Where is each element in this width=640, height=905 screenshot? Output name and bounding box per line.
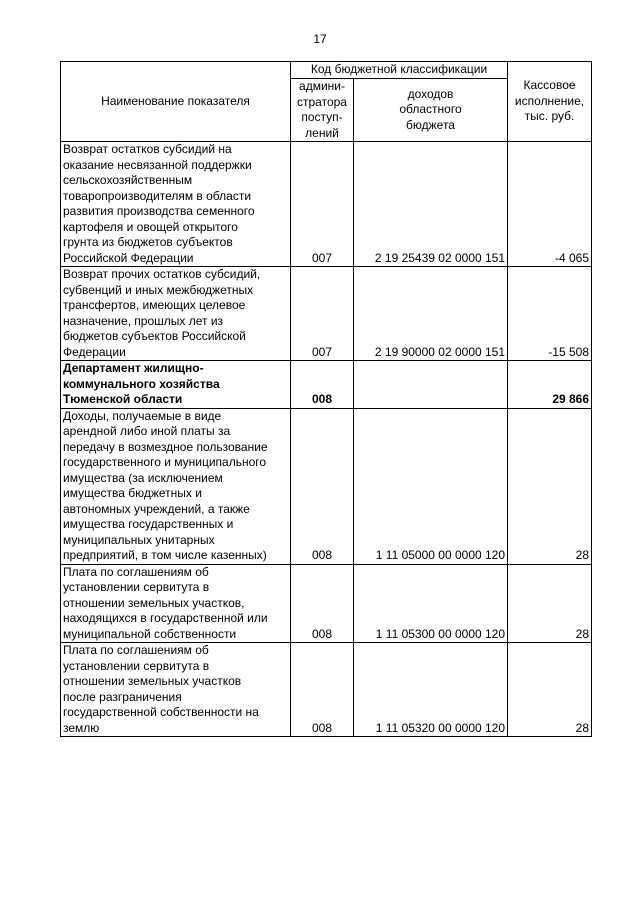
table-row	[61, 564, 592, 643]
indicator-name-line: имущества (за исключением	[63, 470, 223, 485]
indicator-name-line: трансфертов, имеющих целевое	[63, 298, 246, 312]
income-code-cell: 1 11 05320 00 0000 120	[354, 643, 508, 737]
income-code-cell	[354, 361, 508, 409]
table-row	[61, 361, 592, 409]
income-code-cell: 1 11 05000 00 0000 120	[354, 408, 508, 564]
indicator-name-line: находящихся в государственной или	[63, 611, 268, 625]
indicator-name-line: Возврат остатков субсидий на	[63, 142, 232, 156]
admin-code-cell: 008	[291, 564, 354, 643]
indicator-name-line: бюджетов субъектов Российской	[63, 329, 246, 343]
indicator-name-line: Федерации	[63, 344, 126, 359]
header-code-group: Код бюджетной классификации	[291, 62, 508, 79]
indicator-name-line: товаропроизводителям в области	[63, 188, 252, 203]
table-header	[61, 62, 592, 142]
indicator-name-line: землю	[63, 720, 100, 735]
indicator-name-line: предприятий, в том числе казенных)	[63, 548, 267, 562]
indicator-name-line: после разграничения	[63, 689, 182, 704]
indicator-name-line: государственной собственности на	[63, 705, 259, 719]
income-code-cell: 2 19 25439 02 0000 151	[354, 142, 508, 267]
indicator-name-line: Тюменской области	[63, 392, 183, 406]
table-row	[61, 142, 592, 267]
amount-cell: 28	[508, 643, 592, 737]
header-name: Наименование показателя	[61, 62, 291, 142]
indicator-name-line: отношении земельных участков	[63, 674, 242, 688]
indicator-name-line: Плата по соглашениям об	[63, 564, 209, 579]
amount-cell: 28	[508, 564, 592, 643]
table-row	[61, 408, 592, 564]
income-code-cell: 1 11 05300 00 0000 120	[354, 564, 508, 643]
indicator-name-line: установлении сервитута в	[63, 580, 210, 594]
indicator-name-line: развития производства семенного	[63, 204, 255, 218]
table-body	[61, 142, 592, 737]
table-row	[61, 267, 592, 361]
indicator-name-line: грунта из бюджетов субъектов	[63, 235, 233, 249]
amount-cell: 29 866	[508, 361, 592, 409]
indicator-name-line: государственного и муниципального	[63, 455, 267, 469]
admin-code-cell: 008	[291, 643, 354, 737]
budget-table	[60, 61, 592, 737]
admin-code-cell: 008	[291, 408, 354, 564]
indicator-name-line: коммунального хозяйства	[63, 376, 220, 391]
indicator-name-line: муниципальной собственности	[63, 626, 237, 641]
header-admin: админи- стратора поступ- лений	[291, 79, 354, 142]
header-amount: Кассовое исполнение, тыс. руб.	[508, 62, 592, 142]
page-number: 17	[313, 32, 327, 46]
income-code-cell: 2 19 90000 02 0000 151	[354, 267, 508, 361]
indicator-name-line: назначение, прошлых лет из	[63, 313, 224, 328]
indicator-name-line: Департамент жилищно-	[63, 361, 204, 375]
indicator-name-line: муниципальных унитарных	[63, 532, 215, 547]
indicator-name-line: сельскохозяйственным	[63, 173, 193, 187]
admin-code-cell: 008	[291, 361, 354, 409]
amount-cell: -15 508	[508, 267, 592, 361]
indicator-name-line: арендной либо иной платы за	[63, 424, 231, 438]
indicator-name-line: автономных учреждений, а также	[63, 501, 250, 516]
indicator-name-cell	[61, 643, 291, 737]
indicator-name-line: имущества бюджетных и	[63, 486, 202, 500]
indicator-name-cell	[61, 142, 291, 267]
indicator-name-cell	[61, 408, 291, 564]
indicator-name-line: передачу в возмездное пользование	[63, 439, 268, 454]
header-income: доходов областного бюджета	[354, 79, 508, 142]
indicator-name-line: Возврат прочих остатков субсидий,	[63, 267, 261, 281]
indicator-name-line: установлении сервитута в	[63, 658, 210, 673]
indicator-name-cell	[61, 267, 291, 361]
admin-code-cell: 007	[291, 267, 354, 361]
indicator-name-line: картофеля и овощей открытого	[63, 219, 238, 234]
table-row	[61, 643, 592, 737]
admin-code-cell: 007	[291, 142, 354, 267]
indicator-name-line: Российской Федерации	[63, 250, 194, 265]
indicator-name-cell	[61, 361, 291, 409]
indicator-name-line: оказание несвязанной поддержки	[63, 157, 252, 172]
indicator-name-line: отношении земельных участков,	[63, 595, 245, 610]
indicator-name-line: субвенций и иных межбюджетных	[63, 282, 254, 297]
amount-cell: -4 065	[508, 142, 592, 267]
amount-cell: 28	[508, 408, 592, 564]
indicator-name-cell	[61, 564, 291, 643]
indicator-name-line: Доходы, получаемые в виде	[63, 408, 222, 423]
indicator-name-line: имущества государственных и	[63, 517, 234, 531]
indicator-name-line: Плата по соглашениям об	[63, 643, 209, 657]
